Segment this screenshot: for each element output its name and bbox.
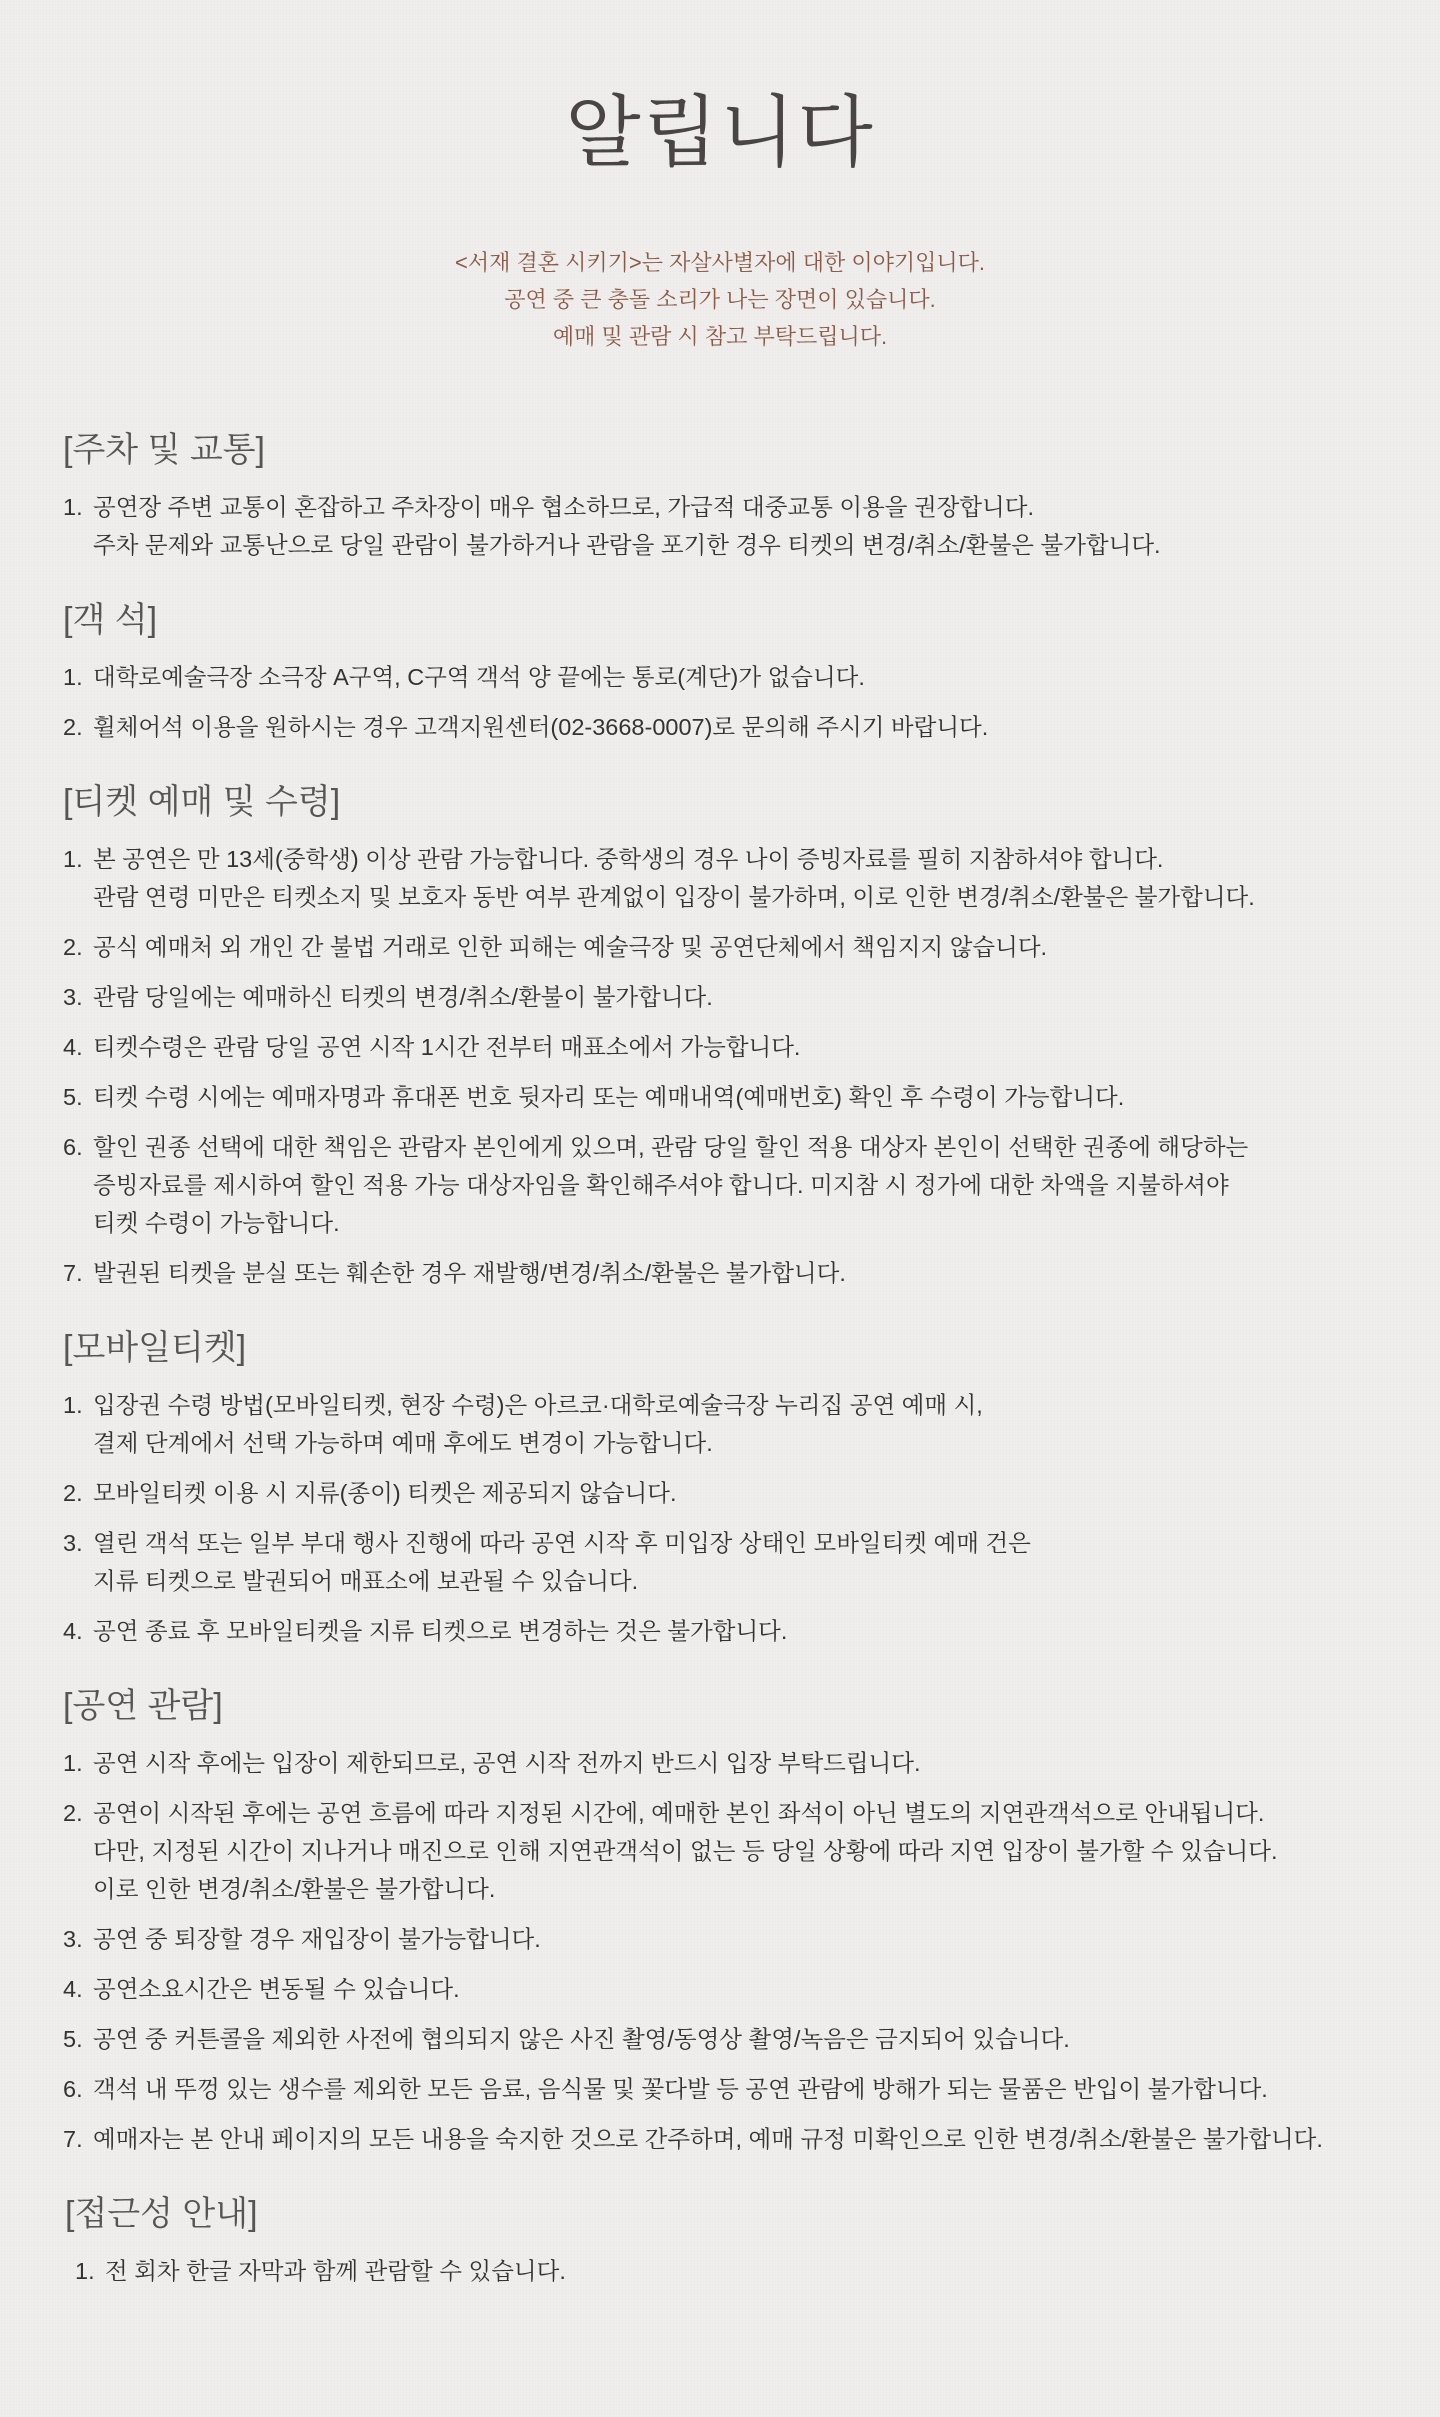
- notice-sections: [63, 430, 1393, 2326]
- item-text-line: 티켓 수령이 가능합니다.: [93, 1210, 340, 1236]
- item-text-line: 이로 인한 변경/취소/환불은 불가합니다.: [93, 1876, 496, 1902]
- item-text-line: 공연 중 커튼콜을 제외한 사전에 협의되지 않은 사진 촬영/동영상 촬영/녹음은 금지되어 있습니다.: [93, 2026, 1070, 2052]
- item-text-line: 객석 내 뚜껑 있는 생수를 제외한 모든 음료, 음식물 및 꽃다발 등 공연 관람에 방해가 되는 물품은 반입이 불가합니다.: [93, 2076, 1268, 2102]
- section-title: [주차 및 교통]: [63, 431, 266, 469]
- item-text-line: 공연장 주변 교통이 혼잡하고 주차장이 매우 협소하므로, 가급적 대중교통 이용을 권장합니다.: [93, 494, 1034, 520]
- item-text-line: 티켓 수령 시에는 예매자명과 휴대폰 번호 뒷자리 또는 예매내역(예매번호) 확인 후 수령이 가능합니다.: [93, 1084, 1125, 1110]
- list-item: [63, 1128, 1393, 1242]
- item-number: 6.: [63, 2076, 83, 2102]
- item-text-line: 전 회차 한글 자막과 함께 관람할 수 있습니다.: [105, 2258, 566, 2284]
- item-text: [93, 708, 1393, 746]
- section-title: [접근성 안내]: [65, 2195, 258, 2233]
- item-text-line: 관람 연령 미만은 티켓소지 및 보호자 동반 여부 관계없이 입장이 불가하며, 이로 인한 변경/취소/환불은 불가합니다.: [93, 884, 1255, 910]
- item-text: [93, 2070, 1393, 2108]
- item-number: 2.: [63, 1800, 83, 1826]
- notice-section: [63, 782, 1393, 1292]
- item-number: 3.: [63, 984, 83, 1010]
- item-text-line: 입장권 수령 방법(모바일티켓, 현장 수령)은 아르코·대학로예술극장 누리집 공연 예매 시,: [93, 1392, 983, 1418]
- notice-section: [63, 1686, 1393, 2158]
- notice-section: [65, 2194, 1393, 2290]
- item-text-line: 결제 단계에서 선택 가능하며 예매 후에도 변경이 가능합니다.: [93, 1430, 713, 1456]
- item-number: 1.: [75, 2258, 95, 2284]
- section-title: [모바일티켓]: [63, 1329, 247, 1367]
- list-item: [63, 1386, 1393, 1462]
- list-item: [63, 488, 1393, 564]
- item-text-line: 지류 티켓으로 발권되어 매표소에 보관될 수 있습니다.: [93, 1568, 639, 1594]
- section-title: [티켓 예매 및 수령]: [63, 783, 341, 821]
- item-text: [93, 1386, 1393, 1462]
- item-text-line: 공연소요시간은 변동될 수 있습니다.: [93, 1976, 460, 2002]
- item-number: 4.: [63, 1034, 83, 1060]
- list-item: [63, 1028, 1393, 1066]
- content-warning-line: 예매 및 관람 시 참고 부탁드립니다.: [552, 324, 888, 349]
- item-text: [93, 1920, 1393, 1958]
- item-text: [93, 1254, 1393, 1292]
- item-number: 1.: [63, 1392, 83, 1418]
- list-item: [63, 1254, 1393, 1292]
- item-number: 5.: [63, 2026, 83, 2052]
- list-item: [63, 2070, 1393, 2108]
- list-item: [63, 1744, 1393, 1782]
- item-text: [93, 1612, 1393, 1650]
- list-item: [63, 1612, 1393, 1650]
- item-number: 5.: [63, 1084, 83, 1110]
- item-number: 2.: [63, 934, 83, 960]
- item-text: [93, 488, 1393, 564]
- item-text: [93, 1078, 1393, 1116]
- item-text: [93, 928, 1393, 966]
- item-number: 4.: [63, 1618, 83, 1644]
- item-number: 7.: [63, 1260, 83, 1286]
- content-warning-line: 공연 중 큰 충돌 소리가 나는 장면이 있습니다.: [504, 287, 936, 312]
- content-warning-line: <서재 결혼 시키기>는 자살사별자에 대한 이야기입니다.: [455, 250, 985, 275]
- item-text: [93, 658, 1393, 696]
- list-item: [63, 840, 1393, 916]
- item-text: [93, 1744, 1393, 1782]
- item-text-line: 발권된 티켓을 분실 또는 훼손한 경우 재발행/변경/취소/환불은 불가합니다.: [93, 1260, 846, 1286]
- item-number: 1.: [63, 846, 83, 872]
- notice-section: [63, 1328, 1393, 1650]
- list-item: [63, 2020, 1393, 2058]
- item-number: 6.: [63, 1134, 83, 1160]
- list-item: [63, 1078, 1393, 1116]
- notice-section: [63, 600, 1393, 746]
- item-text-line: 공연 중 퇴장할 경우 재입장이 불가능합니다.: [93, 1926, 541, 1952]
- item-number: 1.: [63, 664, 83, 690]
- item-text: [93, 1970, 1393, 2008]
- item-text-line: 휠체어석 이용을 원하시는 경우 고객지원센터(02-3668-0007)로 문의해 주시기 바랍니다.: [93, 714, 989, 740]
- item-text-line: 티켓수령은 관람 당일 공연 시작 1시간 전부터 매표소에서 가능합니다.: [93, 1034, 801, 1060]
- list-item: [63, 928, 1393, 966]
- item-text-line: 공연 시작 후에는 입장이 제한되므로, 공연 시작 전까지 반드시 입장 부탁드립니다.: [93, 1750, 921, 1776]
- item-text: [93, 1474, 1393, 1512]
- list-item: [63, 978, 1393, 1016]
- item-number: 1.: [63, 1750, 83, 1776]
- content-warning: [0, 244, 1440, 355]
- item-number: 3.: [63, 1926, 83, 1952]
- list-item: [63, 2120, 1393, 2158]
- notice-section: [63, 430, 1393, 564]
- section-title: [공연 관람]: [63, 1687, 223, 1725]
- item-number: 4.: [63, 1976, 83, 2002]
- item-text-line: 공식 예매처 외 개인 간 불법 거래로 인한 피해는 예술극장 및 공연단체에서 책임지지 않습니다.: [93, 934, 1048, 960]
- item-text-line: 할인 권종 선택에 대한 책임은 관람자 본인에게 있으며, 관람 당일 할인 적용 대상자 본인이 선택한 권종에 해당하는: [93, 1134, 1249, 1160]
- item-number: 2.: [63, 1480, 83, 1506]
- item-text-line: 공연 종료 후 모바일티켓을 지류 티켓으로 변경하는 것은 불가합니다.: [93, 1618, 788, 1644]
- item-text-line: 관람 당일에는 예매하신 티켓의 변경/취소/환불이 불가합니다.: [93, 984, 713, 1010]
- list-item: [63, 708, 1393, 746]
- item-text: [93, 2120, 1393, 2158]
- section-title: [객 석]: [63, 601, 158, 639]
- list-item: [63, 1920, 1393, 1958]
- item-number: 2.: [63, 714, 83, 740]
- list-item: [63, 658, 1393, 696]
- list-item: [63, 1794, 1393, 1908]
- list-item: [75, 2252, 1393, 2290]
- list-item: [63, 1970, 1393, 2008]
- item-text-line: 본 공연은 만 13세(중학생) 이상 관람 가능합니다. 중학생의 경우 나이 증빙자료를 필히 지참하셔야 합니다.: [93, 846, 1164, 872]
- item-text-line: 대학로예술극장 소극장 A구역, C구역 객석 양 끝에는 통로(계단)가 없습니다.: [93, 664, 865, 690]
- item-text-line: 증빙자료를 제시하여 할인 적용 가능 대상자임을 확인해주셔야 합니다. 미지참 시 정가에 대한 차액을 지불하셔야: [93, 1172, 1229, 1198]
- item-text: [93, 1028, 1393, 1066]
- item-text-line: 다만, 지정된 시간이 지나거나 매진으로 인해 지연관객석이 없는 등 당일 상황에 따라 지연 입장이 불가할 수 있습니다.: [93, 1838, 1278, 1864]
- item-text: [93, 840, 1393, 916]
- item-text-line: 열린 객석 또는 일부 부대 행사 진행에 따라 공연 시작 후 미입장 상태인 모바일티켓 예매 건은: [93, 1530, 1031, 1556]
- item-text-line: 예매자는 본 안내 페이지의 모든 내용을 숙지한 것으로 간주하며, 예매 규정 미확인으로 인한 변경/취소/환불은 불가합니다.: [93, 2126, 1323, 2152]
- item-text-line: 모바일티켓 이용 시 지류(종이) 티켓은 제공되지 않습니다.: [93, 1480, 677, 1506]
- item-text-line: 공연이 시작된 후에는 공연 흐름에 따라 지정된 시간에, 예매한 본인 좌석이 아닌 별도의 지연관객석으로 안내됩니다.: [93, 1800, 1265, 1826]
- item-number: 1.: [63, 494, 83, 520]
- item-text: [93, 1128, 1393, 1242]
- page-title: 알립니다: [565, 88, 875, 178]
- item-text: [93, 978, 1393, 1016]
- list-item: [63, 1524, 1393, 1600]
- item-text-line: 주차 문제와 교통난으로 당일 관람이 불가하거나 관람을 포기한 경우 티켓의 변경/취소/환불은 불가합니다.: [93, 532, 1161, 558]
- list-item: [63, 1474, 1393, 1512]
- item-text: [93, 1524, 1393, 1600]
- item-text: [105, 2252, 1393, 2290]
- item-number: 3.: [63, 1530, 83, 1556]
- item-text: [93, 1794, 1393, 1908]
- item-text: [93, 2020, 1393, 2058]
- item-number: 7.: [63, 2126, 83, 2152]
